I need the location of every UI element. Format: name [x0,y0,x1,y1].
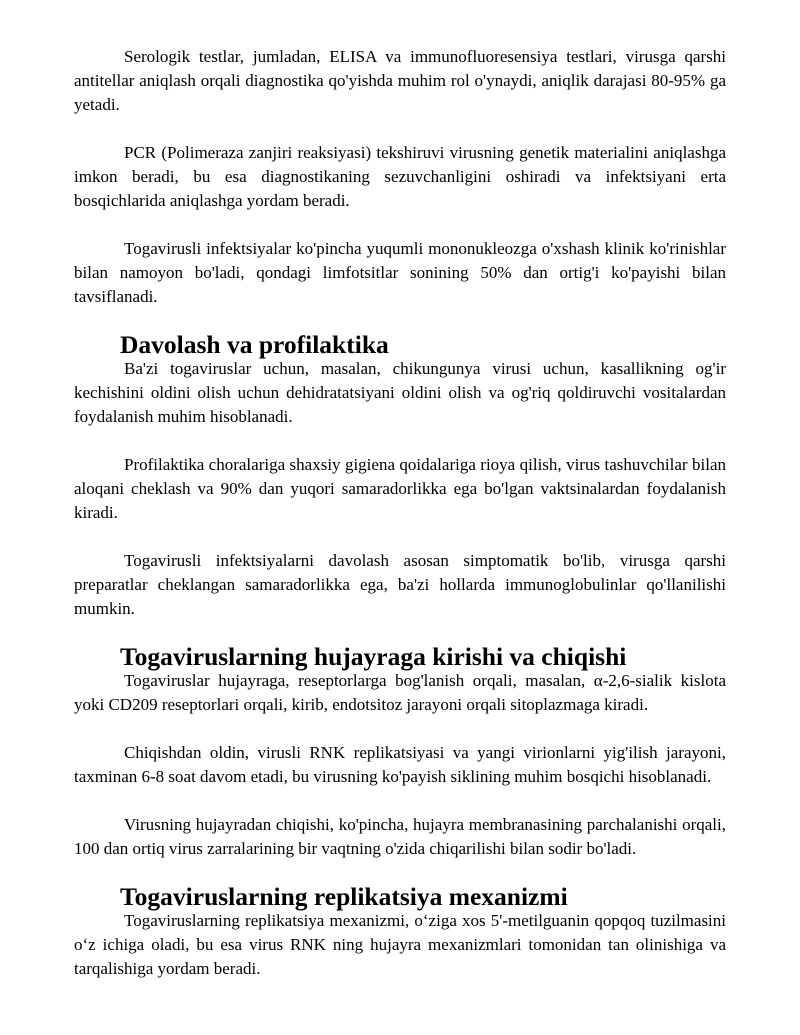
section-heading-replication: Togaviruslarning replikatsiya mexanizmi [120,882,568,911]
paragraph-serologic-tests: Serologik testlar, jumladan, ELISA va immunofluoresensiya testlari, virusga qarshi antitellar aniqlash orqali diagnostika qo'yishda muhim rol o'ynaydi, aniqlik darajasi 80-95% ga yetadi. [74,47,726,114]
paragraph-treatment-2: Profilaktika choralariga shaxsiy gigiena qoidalariga rioya qilish, virus tashuvchilar bilan aloqani cheklash va 90% dan yuqori samaradorlikka ega bo'lgan vaktsinalardan foydalanish kiradi. [74,455,726,522]
paragraph-entry-exit-2: Chiqishdan oldin, virusli RNK replikatsiyasi va yangi virionlarni yig'ilish jarayoni, taxminan 6-8 soat davom etadi, bu virusning ko'payish siklining muhim bosqichi hisoblanadi. [74,743,726,786]
section-heading-treatment: Davolash va profilaktika [120,330,389,359]
paragraph-entry-exit-3: Virusning hujayradan chiqishi, ko'pincha, hujayra membranasining parchalanishi orqali, 100 dan ortiq virus zarralarining bir vaqtning o'zida chiqarilishi bilan sodir bo'ladi. [74,815,726,858]
paragraph-treatment-1: Ba'zi togaviruslar uchun, masalan, chikungunya virusi uchun, kasallikning og'ir kechishini oldini olish uchun dehidratatsiyani oldini olish va og'riq qoldiruvchi vositalardan foydalanish muhim hisoblanadi. [74,359,726,426]
paragraph-entry-exit-1: Togaviruslar hujayraga, reseptorlarga bog'lanish orqali, masalan, α-2,6-sialik kislota yoki CD209 reseptorlari orqali, kirib, endotsitoz jarayoni orqali sitoplazmaga kiradi. [74,671,726,714]
document-page [74,45,726,1005]
section-heading-entry-exit: Togaviruslarning hujayraga kirishi va chiqishi [120,642,627,671]
paragraph-replication-1: Togaviruslarning replikatsiya mexanizmi, o‘ziga xos 5'-metilguanin qopqoq tuzilmasini o‘z ichiga oladi, bu esa virus RNK ning hujayra mexanizmlari tomonidan tan olinishiga va tarqalishiga yordam beradi. [74,911,726,978]
paragraph-pcr: PCR (Polimeraza zanjiri reaksiyasi) tekshiruvi virusning genetik materialini aniqlashga imkon beradi, bu esa diagnostikaning sezuvchanligini oshiradi va infektsiyani erta bosqichlarida aniqlashga yordam beradi. [74,143,726,210]
paragraph-treatment-3: Togavirusli infektsiyalarni davolash asosan simptomatik bo'lib, virusga qarshi preparatlar cheklangan samaradorlikka ega, ba'zi hollarda immunoglobulinlar qo'llanilishi mumkin. [74,551,726,618]
paragraph-clinical-picture: Togavirusli infektsiyalar ko'pincha yuqumli mononukleozga o'xshash klinik ko'rinishlar bilan namoyon bo'ladi, qondagi limfotsitlar sonining 50% dan ortig'i ko'payishi bilan tavsiflanadi. [74,239,726,306]
